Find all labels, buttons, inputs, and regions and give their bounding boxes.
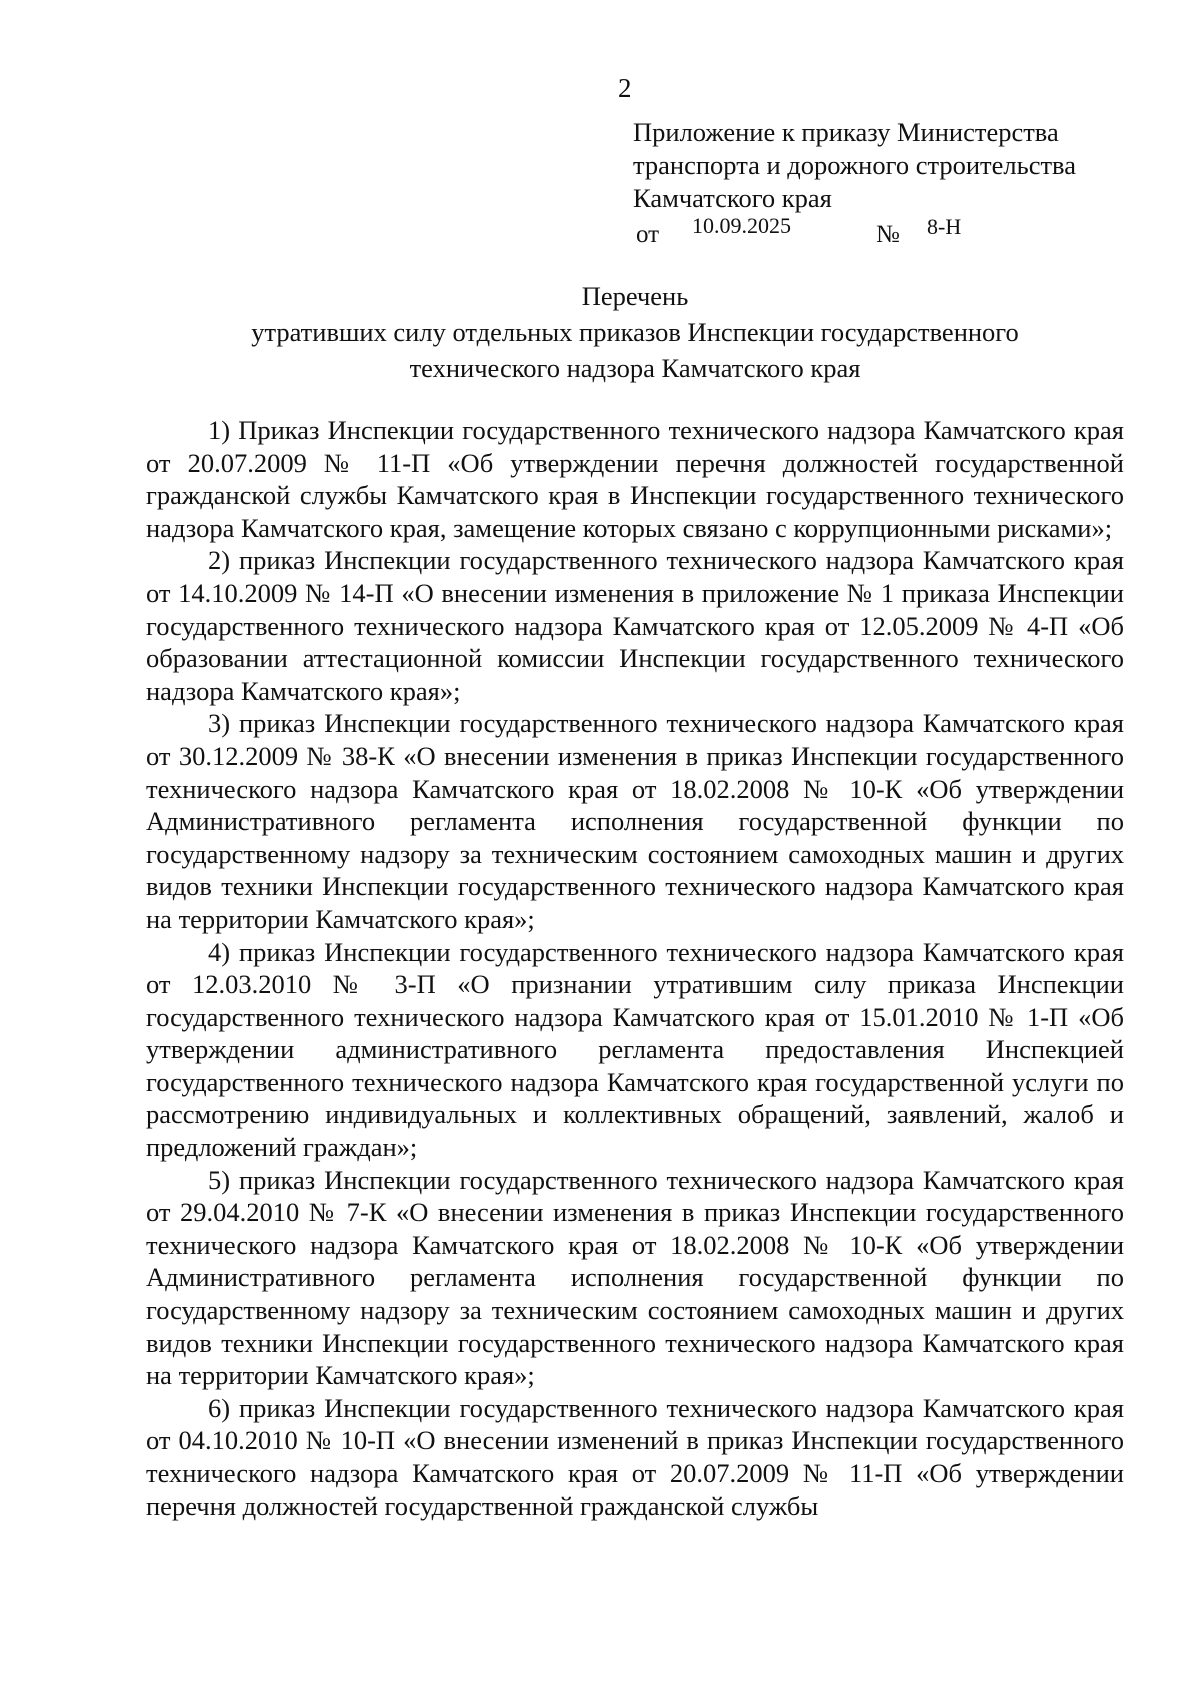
title-heading: Перечень <box>581 281 689 311</box>
list-item: 1) Приказ Инспекции государственного технического надзора Камчатского края от 20.07.2009 № 11-П «Об утверждении перечня должностей государственной гражданской службы Камчатского края в Инспекции государственного технического надзора Камчатского края, замещение которых связано с коррупционными рисками»; <box>146 415 1124 543</box>
appendix-line: Приложение к приказу Министерства <box>633 117 1059 147</box>
list-item: 4) приказ Инспекции государственного технического надзора Камчатского края от 12.03.2010 № 3-П «О признании утратившим силу приказа Инспекции государственного технического надзора Камчатского края от 15.01.2010 № 1-П «Об утверждении административного регламента предоставления Инспекцией государственного технического надзора Камчатского края государственной услуги по рассмотрению индивидуальных и коллективных обращений, заявлений, жалоб и предложений граждан»; <box>146 936 1124 1163</box>
appendix-header <box>633 116 1153 215</box>
list-item: 6) приказ Инспекции государственного технического надзора Камчатского края от 04.10.2010 № 10-П «О внесении изменений в приказ Инспекции государственного технического надзора Камчатского края от 20.07.2009 № 11-П «Об утверждении перечня должностей государственной гражданской службы <box>146 1392 1124 1521</box>
page-number: 2 <box>618 73 632 103</box>
order-number: 8-Н <box>927 214 962 239</box>
appendix-line: транспорта и дорожного строительства <box>633 150 1076 180</box>
order-date: 10.09.2025 <box>692 213 791 238</box>
number-prefix: № <box>876 221 900 248</box>
list-body <box>146 414 1124 1522</box>
document-title <box>160 278 1110 386</box>
title-subtitle-line: утративших силу отдельных приказов Инспекции государственного <box>251 317 1019 347</box>
list-item: 2) приказ Инспекции государственного технического надзора Камчатского края от 14.10.2009 № 14-П «О внесении изменения в приложение № 1 приказа Инспекции государственного технического надзора Камчатского края от 12.05.2009 № 4-П «Об образовании аттестационной комиссии Инспекции государственного технического надзора Камчатского края»; <box>146 545 1124 706</box>
date-prefix: от <box>636 221 660 248</box>
appendix-line: Камчатского края <box>633 183 832 213</box>
order-reference <box>636 212 996 248</box>
list-item: 5) приказ Инспекции государственного технического надзора Камчатского края от 29.04.2010 № 7-К «О внесении изменения в приказ Инспекции государственного технического надзора Камчатского края от 18.02.2008 № 10-К «Об утверждении Административного регламента исполнения государственной функции по государственному надзору за техническим состоянием самоходных машин и других видов техники Инспекции государственного технического надзора Камчатского края на территории Камчатского края»; <box>146 1164 1124 1391</box>
list-item: 3) приказ Инспекции государственного технического надзора Камчатского края от 30.12.2009 № 38-К «О внесении изменения в приказ Инспекции государственного технического надзора Камчатского края от 18.02.2008 № 10-К «Об утверждении Административного регламента исполнения государственной функции по государственному надзору за техническим состоянием самоходных машин и других видов техники Инспекции государственного технического надзора Камчатского края на территории Камчатского края»; <box>146 708 1124 934</box>
title-subtitle-line: технического надзора Камчатского края <box>409 353 861 383</box>
